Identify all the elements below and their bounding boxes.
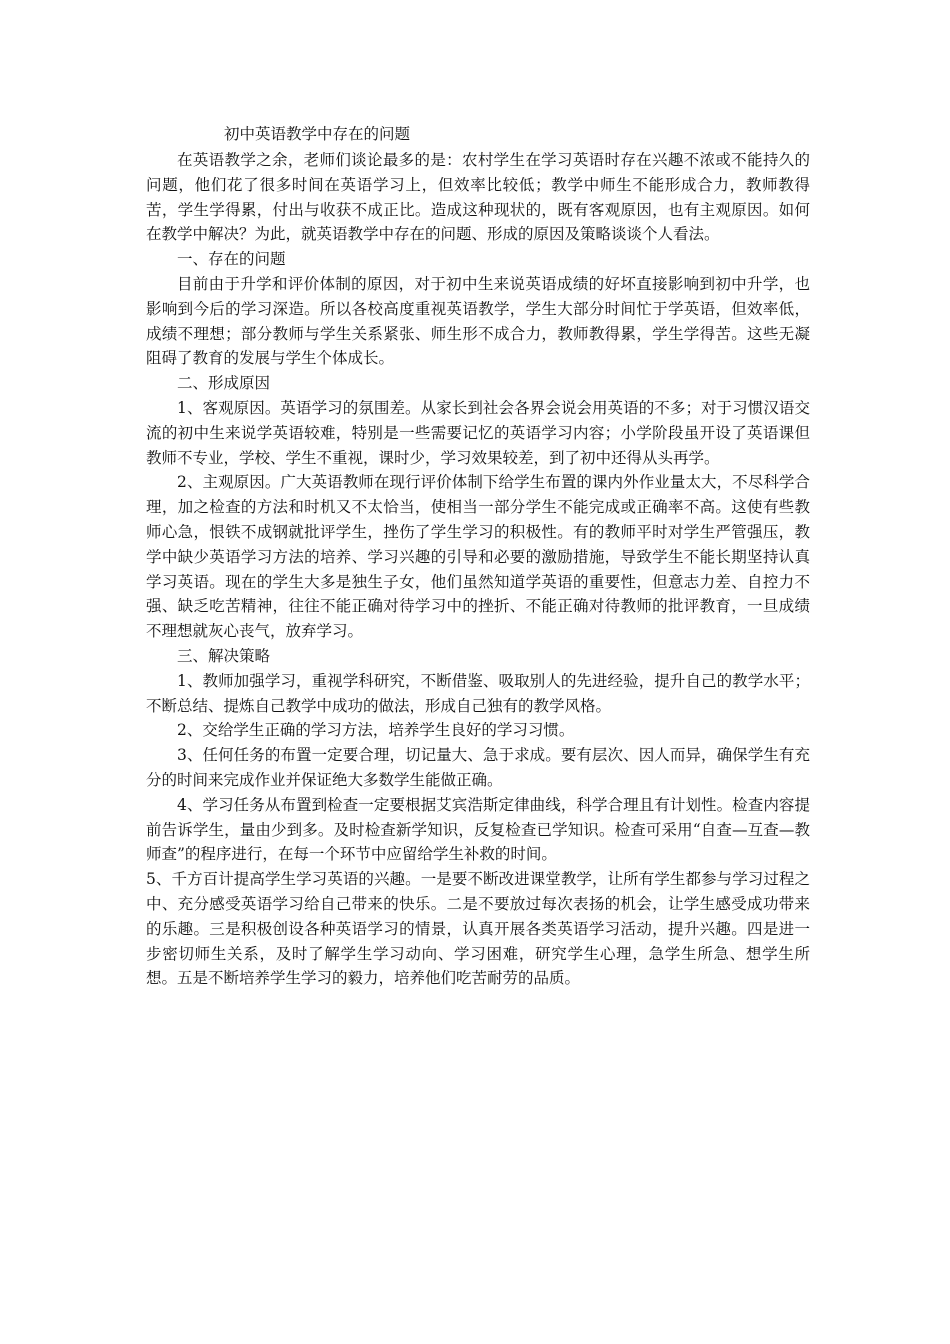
document-body xyxy=(146,120,810,991)
document-title: 初中英语教学中存在的问题 xyxy=(224,125,411,143)
strategy-paragraph-2: 2、交给学生正确的学习方法，培养学生良好的学习习惯。 xyxy=(177,721,575,740)
strategy-paragraph-1: 1、教师加强学习，重视学科研究，不断借鉴、吸取别人的先进经验，提升自己的教学水平；不断总结、提炼自己教学中成功的做法，形成自己独有的教学风格。 xyxy=(146,671,810,715)
section-heading-strategies: 三、解决策略 xyxy=(177,646,271,665)
intro-paragraph: 在英语教学之余，老师们谈论最多的是：农村学生在学习英语时存在兴趣不浓或不能持久的问题，他们花了很多时间在英语学习上，但效率比较低；教学中师生不能形成合力，教师教得苦，学生学得累，付出与收获不成正比。造成这种现状的，既有客观原因，也有主观原因。如何在教学中解决？为此，就英语教学中存在的问题、形成的原因及策略谈谈个人看法。 xyxy=(146,151,810,244)
strategy-paragraph-4: 4、学习任务从布置到检查一定要根据艾宾浩斯定律曲线，科学合理且有计划性。检查内容提前告诉学生，量由少到多。及时检查新学知识，反复检查已学知识。检查可采用“自查—互查—教师查”的程序进行，在每一个环节中应留给学生补救的时间。 xyxy=(146,795,810,864)
problems-paragraph: 目前由于升学和评价体制的原因，对于初中生来说英语成绩的好坏直接影响到初中升学，也影响到今后的学习深造。所以各校高度重视英语教学，学生大部分时间忙于学英语，但效率低，成绩不理想；部分教师与学生关系紧张、师生形不成合力，教师教得累，学生学得苦。这些无凝阻碍了教育的发展与学生个体成长。 xyxy=(146,274,810,368)
causes-objective-paragraph: 1、客观原因。英语学习的氛围差。从家长到社会各界会说会用英语的不多；对于习惯汉语交流的初中生来说学英语较难，特别是一些需要记忆的英语学习内容；小学阶段虽开设了英语课但教师不专业，学校、学生不重视，课时少，学习效果较差，到了初中还得从头再学。 xyxy=(146,398,810,467)
causes-subjective-paragraph: 2、主观原因。广大英语教师在现行评价体制下给学生布置的课内外作业量太大，不尽科学合理，加之检查的方法和时机又不太恰当，使相当一部分学生不能完成或正确率不高。这使有些教师心急，恨铁不成钢就批评学生，挫伤了学生学习的积极性。有的教师平时对学生严管强压，教学中缺少英语学习方法的培养、学习兴趣的引导和必要的激励措施，导致学生不能长期坚持认真学习英语。现在的学生大多是独生子女，他们虽然知道学英语的重要性，但意志力差、自控力不强、缺乏吃苦精神，往往不能正确对待学习中的挫折、不能正确对待教师的批评教育，一旦成绩不理想就灰心丧气，放弃学习。 xyxy=(146,473,810,641)
section-heading-problems: 一、存在的问题 xyxy=(177,250,286,269)
section-heading-causes: 二、形成原因 xyxy=(177,374,271,393)
strategy-paragraph-5: 5、千方百计提高学生学习英语的兴趣。一是要不断改进课堂教学，让所有学生都参与学习过程之中、充分感受英语学习给自己带来的快乐。二是不要放过每次表扬的机会，让学生感受成功带来的乐趣。三是积极创设各种英语学习的情景，认真开展各类英语学习活动，提升兴趣。四是进一步密切师生关系，及时了解学生学习动向、学习困难，研究学生心理，急学生所急、想学生所想。五是不断培养学生学习的毅力，培养他们吃苦耐劳的品质。 xyxy=(146,870,810,988)
strategy-paragraph-3: 3、任何任务的布置一定要合理，切记量大、急于求成。要有层次、因人而异，确保学生有充分的时间来完成作业并保证绝大多数学生能做正确。 xyxy=(146,746,810,789)
